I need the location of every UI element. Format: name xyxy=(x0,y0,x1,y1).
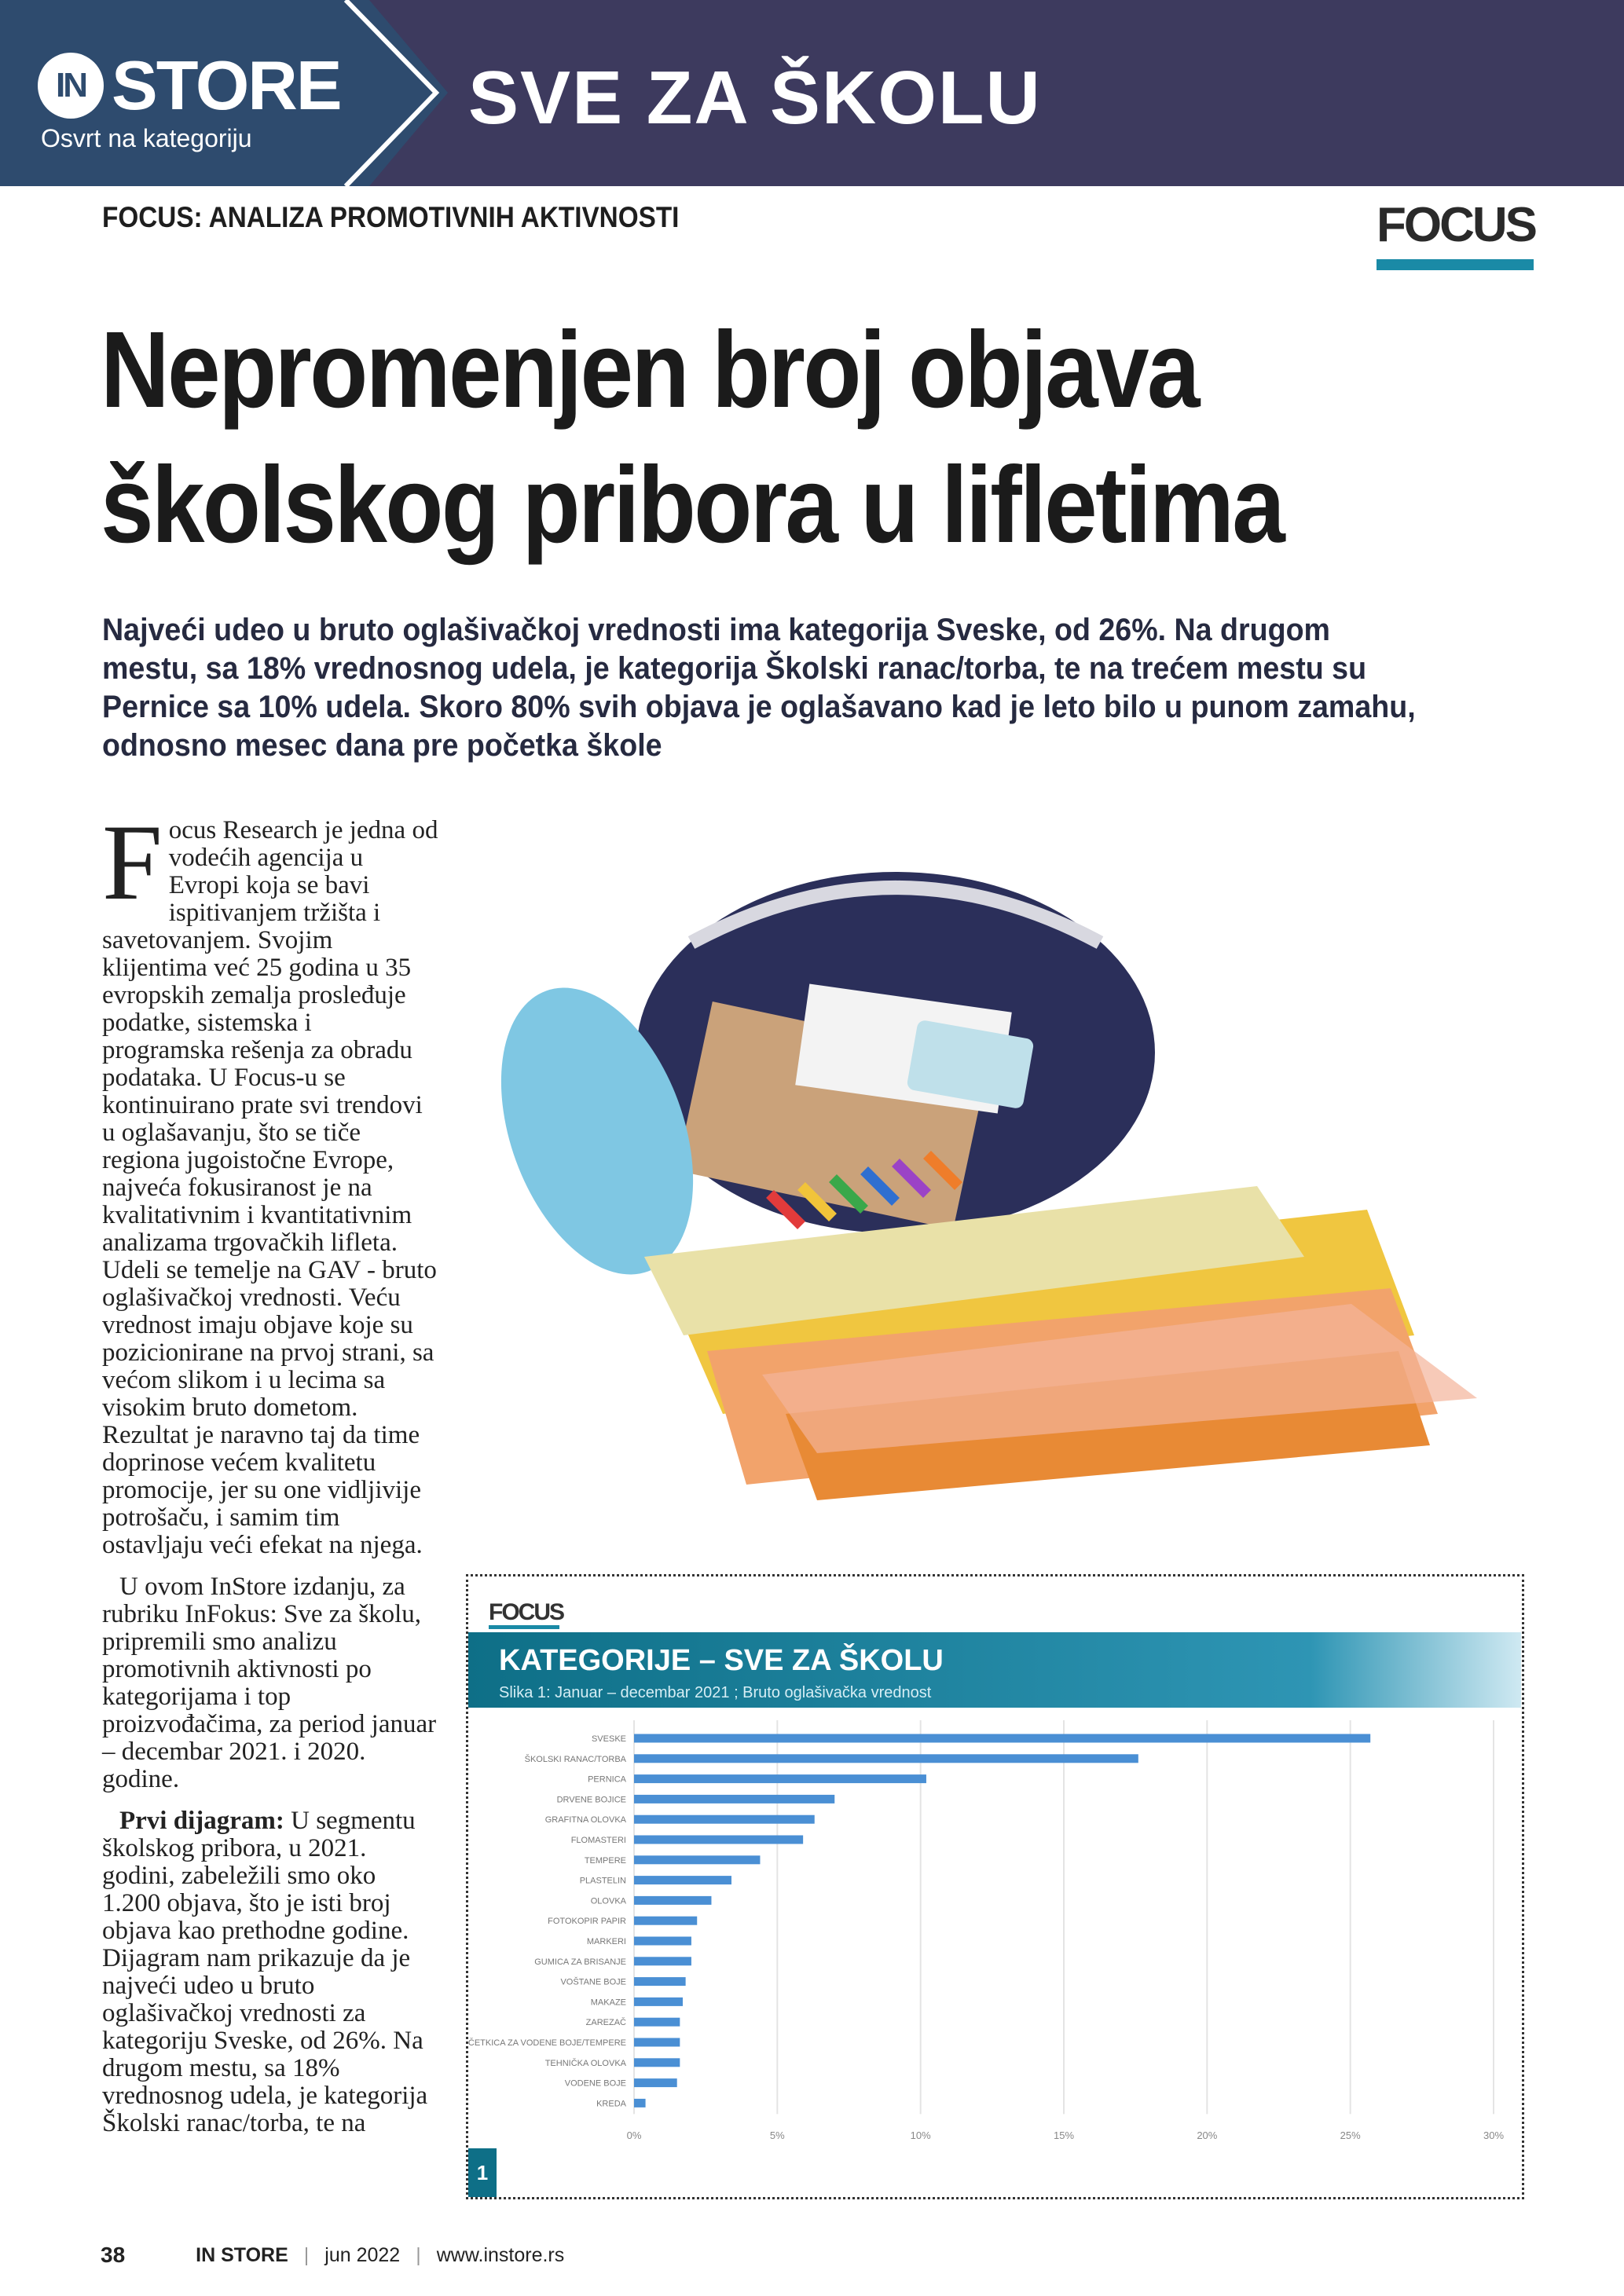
body-paragraph-1 xyxy=(102,802,438,1559)
bar xyxy=(634,2078,677,2087)
category-label: TEMPERE xyxy=(584,1855,626,1866)
body-paragraph-3 xyxy=(102,1807,438,2137)
focus-logo-bar xyxy=(1377,259,1534,270)
figure-number: 1 xyxy=(468,2148,497,2197)
logo-subtitle: Osvrt na kategoriju xyxy=(41,124,252,152)
category-label: DRVENE BOJICE xyxy=(556,1795,626,1805)
bar xyxy=(634,1896,711,1905)
bar xyxy=(634,1876,731,1884)
bar xyxy=(634,1774,926,1783)
category-label: VOŠTANE BOJE xyxy=(560,1977,626,1987)
bar-chart xyxy=(468,1712,1521,2152)
category-label: ŠKOLSKI RANAC/TORBA xyxy=(524,1754,626,1764)
category-label: MAKAZE xyxy=(590,1998,626,2008)
bar xyxy=(634,1977,686,1986)
kicker: FOCUS: ANALIZA PROMOTIVNIH AKTIVNOSTI xyxy=(102,201,680,233)
focus-logo-text: FOCUS xyxy=(1377,198,1535,252)
chart-focus-logo-bar xyxy=(489,1625,559,1629)
x-tick-label: 10% xyxy=(910,2129,931,2142)
x-tick-label: 30% xyxy=(1483,2129,1505,2142)
footer-brand-in: IN xyxy=(196,2243,216,2266)
bar xyxy=(634,1795,834,1803)
page-number: 38 xyxy=(101,2243,126,2267)
bar xyxy=(634,2099,646,2107)
category-label: KREDA xyxy=(596,2099,626,2109)
category-label: ZAREZAČ xyxy=(585,2018,626,2028)
footer-brand xyxy=(196,2244,288,2267)
bar xyxy=(634,2018,680,2027)
bar xyxy=(634,1815,815,1824)
body-paragraph-2: U ovom InStore izdanju, za rubriku InFokus: Sve za školu, pripremili smo analizu promotivnih aktivnosti po kategorijama i top proizvođačima, za period januar – decembar 2021. i 2020. godine. xyxy=(102,1573,437,1793)
page-footer xyxy=(101,2243,564,2268)
bar xyxy=(634,1957,691,1965)
lead-paragraph: Najveći udeo u bruto oglašivačkoj vrednosti ima kategorija Sveske, od 26%. Na drugom mestu, sa 18% vrednosnog udela, je kategorija Školski ranac/torba, te na trećem mestu su Pernice sa 10% udela. Skoro 80% svih objava je oglašavano kad je leto bilo u punom zamahu, odnosno mesec dana pre početka škole xyxy=(102,613,1416,763)
category-label: SVESKE xyxy=(591,1734,626,1744)
school-supplies-photo xyxy=(487,848,1509,1516)
section-title: SVE ZA ŠKOLU xyxy=(468,56,1042,140)
bar xyxy=(634,2058,680,2067)
category-label: OLOVKA xyxy=(590,1896,626,1906)
bar xyxy=(634,1855,760,1864)
chart-focus-logo xyxy=(489,1599,563,1626)
chart-subtitle: Slika 1: Januar – decembar 2021 ; Bruto oglašivačka vrednost xyxy=(499,1684,932,1701)
x-tick-label: 20% xyxy=(1197,2129,1218,2142)
bar xyxy=(634,1917,697,1925)
category-label: PLASTELIN xyxy=(579,1876,626,1886)
instore-logo xyxy=(38,46,341,126)
x-tick-label: 15% xyxy=(1053,2129,1075,2142)
issue-date: jun 2022 xyxy=(324,2243,401,2266)
category-label: FOTOKOPIR PAPIR xyxy=(548,1917,626,1927)
category-label: GRAFITNA OLOVKA xyxy=(544,1815,626,1825)
drop-cap: F xyxy=(102,802,163,922)
bar xyxy=(634,1734,1370,1743)
bar xyxy=(634,1937,691,1946)
category-label: GUMICA ZA BRISANJE xyxy=(534,1957,626,1967)
body-bold-lead: Prvi dijagram: xyxy=(119,1807,284,1835)
bar xyxy=(634,2038,680,2047)
footer-brand-store: STORE xyxy=(221,2243,288,2266)
headline: Nepromenjen broj objava školskog pribora u lifletima xyxy=(101,309,1284,566)
category-label: MARKERI xyxy=(586,1937,626,1946)
chart-focus-logo-text: FOCUS xyxy=(489,1599,563,1625)
website-link[interactable]: www.instore.rs xyxy=(436,2243,565,2266)
x-tick-label: 5% xyxy=(769,2129,785,2142)
bar xyxy=(634,1998,683,2006)
bar xyxy=(634,1836,803,1844)
category-label: TEHNIČKA OLOVKA xyxy=(544,2058,626,2068)
x-tick-label: 0% xyxy=(626,2129,642,2142)
divider: | xyxy=(303,2243,310,2266)
logo-in-badge: IN xyxy=(38,53,104,119)
focus-logo xyxy=(1377,198,1534,270)
category-label: FLOMASTERI xyxy=(570,1836,626,1845)
category-label: ČETKICA ZA VODENE BOJE/TEMPERE xyxy=(468,2038,626,2048)
body-text: U segmentu školskog pribora, u 2021. godini, zabeležili smo oko 1.200 objava, što je isti broj objava kao prethodne godine. Dijagram nam prikazuje da je najveći udeo u bruto oglašivačkoj vrednosti za kategoriju Sveske, od 26%. Na drugom mestu, sa 18% vrednosnog udela, je kategorija Školski ranac/torba, te na xyxy=(102,1807,428,2137)
x-tick-label: 25% xyxy=(1340,2129,1361,2142)
category-label: VODENE BOJE xyxy=(564,2078,626,2089)
chart-title: KATEGORIJE – SVE ZA ŠKOLU xyxy=(499,1644,944,1677)
category-label: PERNICA xyxy=(588,1774,626,1785)
body-text: ocus Research je jedna od vodećih agencija u Evropi koja se bavi ispitivanjem tržišta i savetovanjem. Svojim klijentima već 25 godina u 35 evropskih zemalja prosleđuje podatke, sistemska i programska rešenja za obradu podataka. U Focus-u se kontinuirano prate svi trendovi u oglašavanju, što se tiče regiona jugoistočne Evrope, najveća fokusiranost je na kvalitativnim i kvantitativnim analizama trgovačkih lifleta. Udeli se temelje na GAV - bruto oglašivačkoj vrednosti. Veću vrednost imaju objave koje su pozicionirane na prvoj strani, sa većom slikom i u lecima sa visokim bruto dometom. Rezultat je naravno taj da time doprinose većem kvalitetu promocije, jer su one vidljivije potrošaču, i samim tim ostavljaju veći efekat na njega. xyxy=(102,816,438,1559)
bar xyxy=(634,1754,1138,1763)
article-body xyxy=(102,802,438,2151)
divider: | xyxy=(416,2243,421,2266)
logo-store-text: STORE xyxy=(112,46,341,124)
